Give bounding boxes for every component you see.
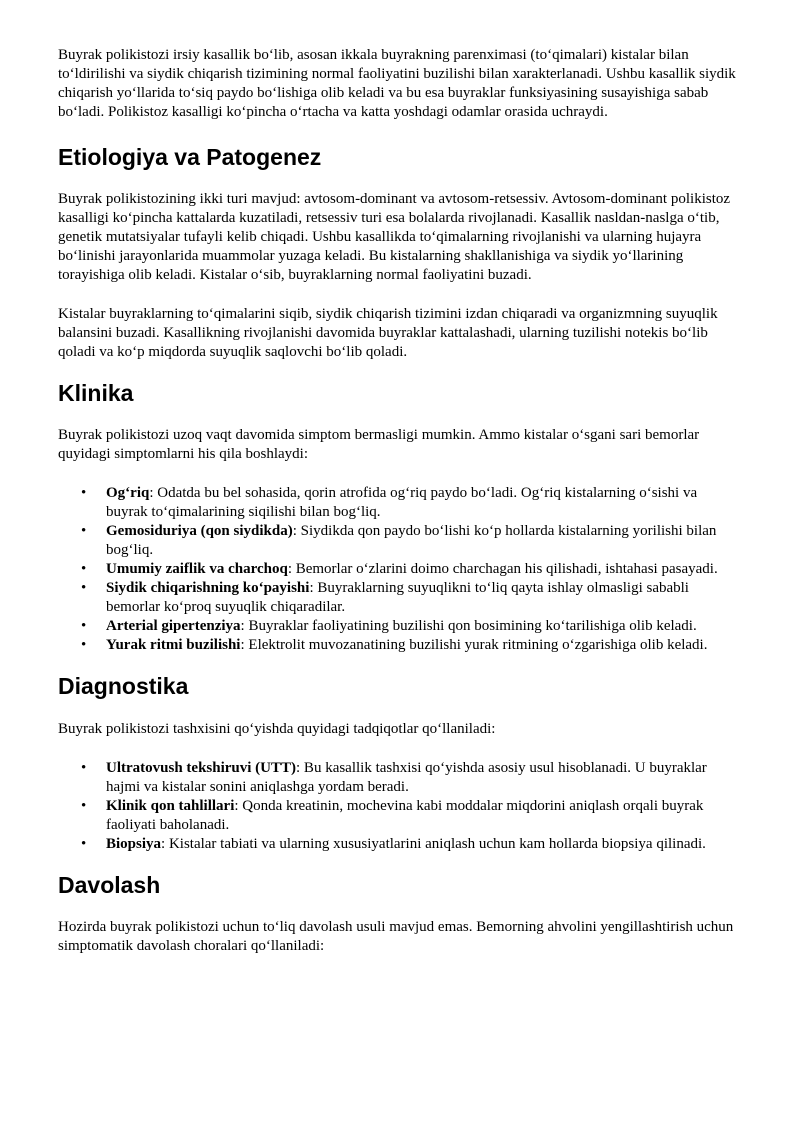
etiology-paragraph-1: Buyrak polikistozining ikki turi mavjud: avtosom-dominant va avtosom-retsessiv. Avtosom-dominant polikistoz kasalligi ko‘pincha kattalarda kuzatiladi, retsessiv turi esa bolalarda rivojlanadi. Kasallik nasldan-naslga o‘tib, genetik mutatsiyalar tufayli kelib chiqadi. Ushbu kasallikda to‘qimalarning rivojlanishi va ularning hujayra bo‘linishi jarayonlarida muammolar yuzaga keladi. Bu kistalarning shakllanishiga va siydik yo‘llarining torayishiga olib keladi. Kistalar o‘sib, buyraklarning normal faoliyatini buzadi.	[58, 191, 731, 283]
symptom-term: Siydik chiqarishning ko‘payishi	[106, 580, 310, 596]
list-item	[58, 797, 742, 835]
symptom-text: : Buyraklar faoliyatining buzilishi qon bosimining ko‘tarilishiga olib keladi.	[240, 618, 697, 634]
diagnostic-term: Klinik qon tahlillari	[106, 798, 235, 814]
symptom-term: Og‘riq	[106, 485, 150, 501]
section-heading-clinic: Klinika	[58, 380, 134, 406]
list-item	[58, 835, 742, 854]
list-item	[58, 522, 742, 560]
intro-paragraph: Buyrak polikistozi irsiy kasallik bo‘lib, asosan ikkala buyrakning parenximasi (to‘qimalari) kistalar bilan to‘ldirilishi va siydik chiqarish tizimining normal faoliyatini buzilishi bilan xarakterlanadi. Ushbu kasallik siydik chiqarish yo‘llarida to‘siq paydo bo‘lishiga olib keladi va bu esa buyraklar funksiyasining susayishiga sabab bo‘ladi. Polikistoz kasalligi ko‘pincha o‘rtacha va katta yoshdagi odamlar orasida uchraydi.	[58, 47, 736, 120]
list-item	[58, 759, 742, 797]
clinic-intro-paragraph: Buyrak polikistozi uzoq vaqt davomida simptom bermasligi mumkin. Ammo kistalar o‘sgani sari bemorlar quyidagi simptomlarni his qila boshlaydi:	[58, 427, 700, 462]
symptom-term: Umumiy zaiflik va charchoq	[106, 561, 288, 577]
list-item	[58, 560, 742, 579]
section-heading-etiology: Etiologiya va Patogenez	[58, 144, 322, 170]
symptom-text: : Bemorlar o‘zlarini doimo charchagan his qilishadi, ishtahasi pasayadi.	[287, 561, 718, 577]
symptom-term: Arterial gipertenziya	[106, 618, 241, 634]
diagnostic-text: : Qonda kreatinin, mochevina kabi moddalar miqdorini aniqlash orqali buyrak faoliyati baholanadi.	[106, 798, 704, 833]
list-item	[58, 579, 742, 617]
treatment-intro-paragraph: Hozirda buyrak polikistozi uchun to‘liq davolash usuli mavjud emas. Bemorning ahvolini yengillashtirish uchun simptomatik davolash choralari qo‘llaniladi:	[58, 919, 734, 954]
diagnostic-term: Biopsiya	[106, 836, 162, 852]
symptom-list	[58, 484, 742, 655]
diagnostic-term: Ultratovush tekshiruvi (UTT)	[106, 760, 297, 776]
symptom-term: Gemosiduriya (qon siydikda)	[106, 523, 293, 539]
diagnostics-list	[58, 759, 742, 854]
section-heading-diagnostics: Diagnostika	[58, 673, 189, 699]
diagnostic-text: : Kistalar tabiati va ularning xususiyatlarini aniqlash uchun kam hollarda biopsiya qilinadi.	[161, 836, 706, 852]
section-heading-treatment: Davolash	[58, 872, 161, 898]
etiology-paragraph-2: Kistalar buyraklarning to‘qimalarini siqib, siydik chiqarish tizimini izdan chiqaradi va organizmning suyuqlik balansini buzadi. Kasallikning rivojlanishi davomida buyraklar kattalashadi, ularning tuzilishi notekis bo‘lib qoladi va ko‘p miqdorda suyuqlik saqlovchi bo‘lib qoladi.	[58, 306, 718, 360]
symptom-text: : Siydikda qon paydo bo‘lishi ko‘p hollarda kistalarning yorilishi bilan bog‘liq.	[106, 523, 717, 558]
diagnostics-intro-paragraph: Buyrak polikistozi tashxisini qo‘yishda quyidagi tadqiqotlar qo‘llaniladi:	[58, 721, 496, 737]
list-item	[58, 617, 742, 636]
symptom-text: : Buyraklarning suyuqlikni to‘liq qayta ishlay olmasligi sababli bemorlar ko‘proq suyuqlik chiqaradilar.	[106, 580, 689, 615]
list-item	[58, 636, 742, 655]
diagnostic-text: : Bu kasallik tashxisi qo‘yishda asosiy usul hisoblanadi. U buyraklar hajmi va kistalar sonini aniqlashga yordam beradi.	[106, 760, 707, 795]
symptom-term: Yurak ritmi buzilishi	[106, 637, 241, 653]
symptom-text: : Elektrolit muvozanatining buzilishi yurak ritmining o‘zgarishiga olib keladi.	[240, 637, 708, 653]
list-item	[58, 484, 742, 522]
symptom-text: : Odatda bu bel sohasida, qorin atrofida og‘riq paydo bo‘ladi. Og‘riq kistalarning o‘sishi va buyrak to‘qimalarining siqilishi bilan bog‘liq.	[106, 485, 698, 520]
